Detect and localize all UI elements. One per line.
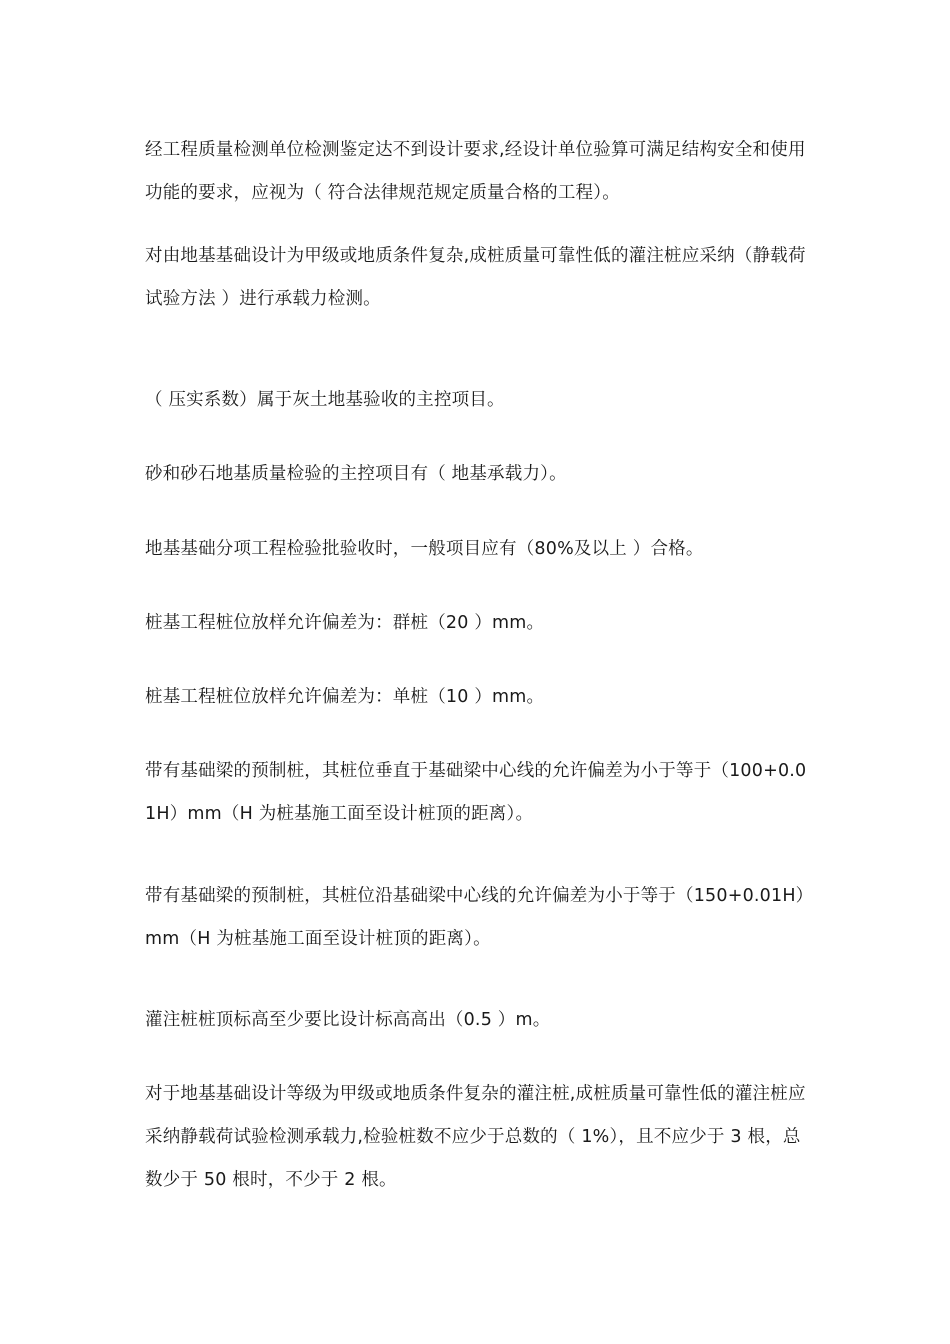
paragraph: 灌注桩桩顶标高至少要比设计标高高出（0.5 ）m。 (145, 1010, 551, 1030)
paragraph: 桩基工程桩位放样允许偏差为：单桩（10 ）mm。 (145, 687, 545, 707)
paragraph: 经工程质量检测单位检测鉴定达不到设计要求,经设计单位验算可满足结构安全和使用功能的要求，应视为（ 符合法律规范规定质量合格的工程）。 (145, 140, 806, 203)
paragraph: 带有基础梁的预制桩，其桩位沿基础梁中心线的允许偏差为小于等于（150+0.01H）mm（H 为桩基施工面至设计桩顶的距离）。 (145, 886, 805, 949)
paragraph: 对由地基基础设计为甲级或地质条件复杂,成桩质量可靠性低的灌注桩应采纳（静载荷试验方法 ）进行承载力检测。 (145, 246, 806, 309)
paragraph: 桩基工程桩位放样允许偏差为：群桩（20 ）mm。 (145, 613, 545, 633)
paragraph: （ 压实系数）属于灰土地基验收的主控项目。 (145, 390, 505, 410)
paragraph: 砂和砂石地基质量检验的主控项目有（ 地基承载力）。 (145, 464, 567, 484)
paragraph: 对于地基基础设计等级为甲级或地质条件复杂的灌注桩,成桩质量可靠性低的灌注桩应采纳静载荷试验检测承载力,检验桩数不应少于总数的（ 1%），且不应少于 3 根，总数少于 50 根时，不少于 2 根。 (145, 1084, 806, 1190)
paragraph: 带有基础梁的预制桩，其桩位垂直于基础梁中心线的允许偏差为小于等于（100+0.01H）mm（H 为桩基施工面至设计桩顶的距离）。 (145, 761, 807, 824)
paragraph: 地基基础分项工程检验批验收时，一般项目应有（80%及以上 ）合格。 (145, 539, 704, 559)
